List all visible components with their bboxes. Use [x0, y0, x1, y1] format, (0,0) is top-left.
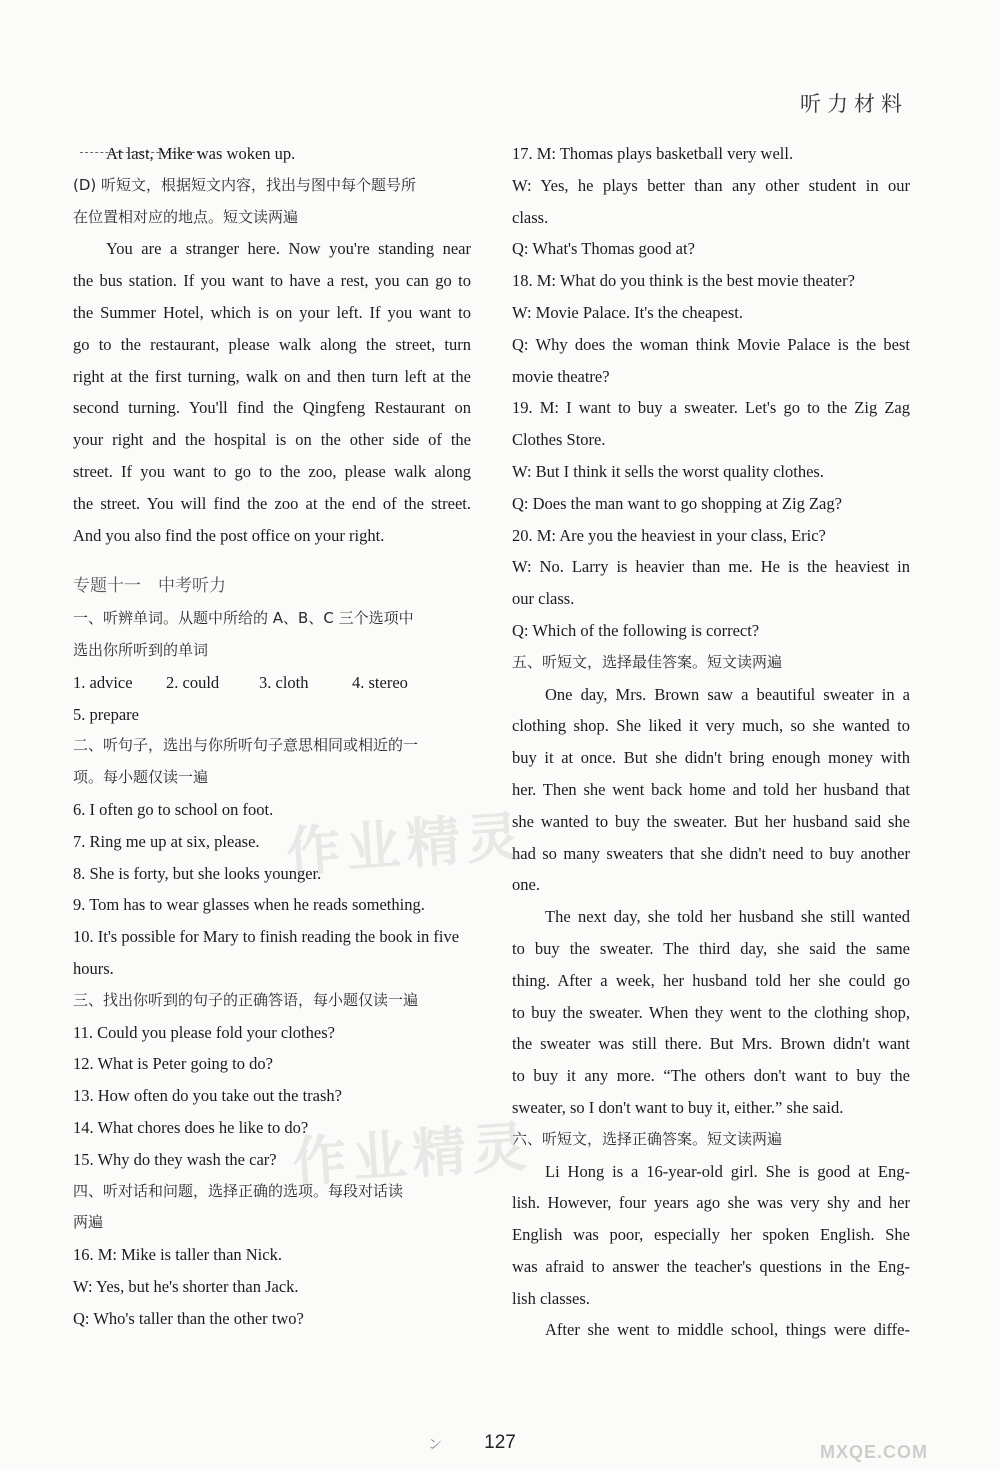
text-line: to buy the sweater. The third day, she said the same: [512, 938, 910, 958]
text-line: to buy the sweater. When they went to the clothing shop,: [512, 1002, 910, 1022]
text-line: Li Hong is a 16-year-old girl. She is good at Eng-: [545, 1161, 910, 1181]
text-line: sweater, so I don't want to buy it, either.” she said.: [512, 1097, 844, 1117]
section-heading: 一、听辨单词。从题中所给的 A、B、C 三个选项中: [73, 609, 414, 628]
word-item: 1. advice: [73, 672, 133, 692]
text-line: lish classes.: [512, 1288, 590, 1308]
text-line: the Summer Hotel, which is on your left. If you want to: [73, 302, 471, 322]
text-line: one.: [512, 875, 540, 895]
watermark-stamp: 作业精灵: [290, 1114, 535, 1195]
text-line: had so many sweaters that she didn't need to buy another: [512, 843, 910, 863]
dialog-line: 19. M: I want to buy a sweater. Let's go to the Zig Zag: [512, 398, 910, 418]
text-line: You are a stranger here. Now you're standing near: [106, 239, 471, 259]
header-title: 听力材料: [800, 92, 908, 116]
text-line: And you also find the post office on your right.: [73, 525, 385, 545]
word-item: 3. cloth: [259, 672, 309, 692]
text-line: the bus station. If you want to have a rest, you can go to: [73, 271, 471, 291]
text-line: your right and the hospital is on the other side of the: [73, 430, 471, 450]
text-line: street. If you want to go to the zoo, please walk along: [73, 461, 471, 481]
watermark-site: MXQE.COM: [820, 1442, 929, 1462]
dialog-line: Q: Which of the following is correct?: [512, 620, 760, 640]
question-item: 6. I often go to school on foot.: [73, 799, 274, 819]
page-ornament-icon: ン: [428, 1438, 442, 1453]
section-heading: 在位置相对应的地点。短文读两遍: [73, 207, 299, 226]
question-item: 8. She is forty, but she looks younger.: [73, 863, 322, 883]
text-line: buy it at once. But she didn't bring enough money with: [512, 748, 910, 768]
text-line: to buy it any more. “The others don't want to buy the: [512, 1066, 910, 1086]
text-line: English was poor, especially her spoken English. She: [512, 1225, 910, 1245]
text-line: her. Then she went back home and told her husband that: [512, 779, 910, 799]
text-line: she wanted to buy the sweater. But her husband said she: [512, 811, 910, 831]
word-item: 2. could: [166, 672, 220, 692]
text-line: go to the restaurant, please walk along the street, turn: [73, 334, 471, 354]
section-heading: 四、听对话和问题，选择正确的选项。每段对话读: [73, 1181, 404, 1200]
section-heading: 两遍: [73, 1213, 104, 1232]
dialog-line: Clothes Store.: [512, 430, 606, 450]
text-line: The next day, she told her husband she still wanted: [545, 907, 910, 927]
section-heading: 五、听短文，选择最佳答案。短文读两遍: [512, 652, 783, 671]
text-line: After she went to middle school, things were diffe-: [545, 1320, 910, 1340]
section-heading: 三、找出你听到的句子的正确答语，每小题仅读一遍: [73, 990, 419, 1009]
question-item: 14. What chores does he like to do?: [73, 1117, 309, 1137]
dialog-line: Q: Does the man want to go shopping at Zig Zag?: [512, 493, 842, 513]
question-item: 15. Why do they wash the car?: [73, 1149, 277, 1169]
section-heading: 二、听句子，选出与你所听句子意思相同或相近的一: [73, 736, 419, 755]
text-line: right at the first turning, walk on and then turn left at the: [73, 366, 471, 386]
section-heading: (D) 听短文，根据短文内容，找出与图中每个题号所: [73, 175, 417, 194]
text-line: lish. However, four years ago she was very shy and her: [512, 1193, 910, 1213]
dialog-line: W: Movie Palace. It's the cheapest.: [512, 302, 743, 322]
dialog-line: Q: Why does the woman think Movie Palace is the best: [512, 334, 910, 354]
page-number: 127: [484, 1432, 516, 1453]
dialog-line: 17. M: Thomas plays basketball very well.: [512, 144, 794, 163]
dialog-line: movie theatre?: [512, 366, 610, 386]
section-heading: 选出你所听到的单词: [73, 640, 209, 659]
word-item: 5. prepare: [73, 704, 139, 724]
text-line: One day, Mrs. Brown saw a beautiful sweater in a: [545, 684, 910, 704]
section-heading: 六、听短文，选择正确答案。短文读两遍: [512, 1129, 783, 1148]
question-item: 10. It's possible for Mary to finish reading the book in five: [73, 927, 460, 947]
dialog-line: W: No. Larry is heavier than me. He is the heaviest in: [512, 557, 910, 577]
dialog-line: W: Yes, he plays better than any other student in our: [512, 175, 910, 195]
text-line: thing. After a week, her husband told her she could go: [512, 970, 910, 990]
text-line: clothing shop. She liked it very much, so she wanted to: [512, 716, 910, 736]
question-item: 12. What is Peter going to do?: [73, 1054, 273, 1074]
text-line: At last, Mike was woken up.: [106, 144, 296, 163]
dialog-line: our class.: [512, 589, 575, 609]
dialog-line: W: Yes, but he's shorter than Jack.: [73, 1276, 299, 1296]
dialog-line: 18. M: What do you think is the best movie theater?: [512, 271, 855, 291]
text-line: was afraid to answer the teacher's questions in the Eng-: [512, 1256, 910, 1276]
text-line: the sweater was still there. But Mrs. Brown didn't want: [512, 1034, 910, 1054]
question-item: 11. Could you please fold your clothes?: [73, 1022, 335, 1042]
dialog-line: Q: Who's taller than the other two?: [73, 1308, 304, 1328]
text-line: second turning. You'll find the Qingfeng Restaurant on: [73, 398, 471, 418]
topic-heading: 专题十一 中考听力: [73, 576, 226, 597]
dialog-line: 16. M: Mike is taller than Nick.: [73, 1245, 282, 1265]
dialog-line: class.: [512, 207, 549, 227]
word-item: 4. stereo: [352, 672, 408, 692]
dialog-line: 20. M: Are you the heaviest in your class, Eric?: [512, 525, 826, 545]
watermark-stamp: 作业精灵: [284, 804, 529, 885]
question-item: 7. Ring me up at six, please.: [73, 831, 260, 851]
section-heading: 项。每小题仅读一遍: [73, 768, 209, 787]
text-line: the street. You will find the zoo at the end of the street.: [73, 493, 471, 513]
word-list: [73, 667, 471, 699]
question-item: 13. How often do you take out the trash?: [73, 1086, 342, 1106]
question-item: hours.: [73, 958, 114, 978]
right-column: [512, 138, 910, 1346]
question-item: 9. Tom has to wear glasses when he reads something.: [73, 895, 425, 915]
dialog-line: W: But I think it sells the worst quality clothes.: [512, 461, 824, 481]
dialog-line: Q: What's Thomas good at?: [512, 239, 695, 259]
